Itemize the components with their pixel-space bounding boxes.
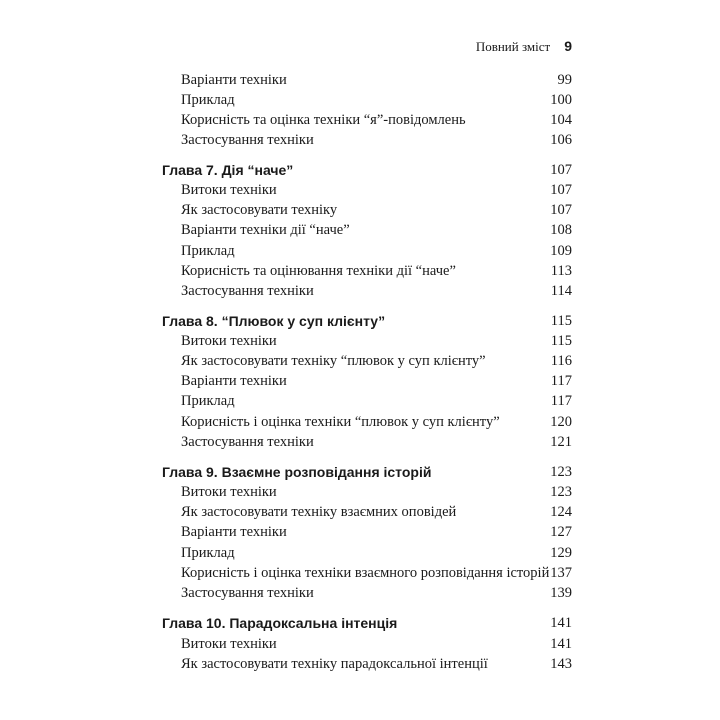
toc-entry-page: 104 <box>550 112 572 128</box>
toc-entry[interactable] <box>0 371 720 391</box>
toc-entry[interactable] <box>0 200 720 220</box>
toc-entry-page: 121 <box>550 434 572 450</box>
toc-entry-label: Варіанти техніки дії “наче” <box>181 222 350 238</box>
toc-entry[interactable] <box>0 412 720 432</box>
toc-entry-label: Як застосовувати техніку парадоксальної інтенції <box>181 656 488 672</box>
toc-entry-label: Як застосовувати техніку взаємних оповідей <box>181 504 457 520</box>
toc-entry[interactable] <box>0 543 720 563</box>
toc-entry-label: Приклад <box>181 92 235 108</box>
toc-entry-page: 120 <box>550 414 572 430</box>
toc-entry[interactable] <box>0 70 720 90</box>
toc-chapter-title: Глава 10. Парадоксальна інтенція <box>162 615 398 631</box>
toc-chapter[interactable] <box>0 462 720 482</box>
toc-entry[interactable] <box>0 261 720 281</box>
toc-entry-page: 117 <box>550 373 572 389</box>
toc-entry-page: 100 <box>550 92 572 108</box>
toc-entry-page: 116 <box>550 353 572 369</box>
toc-entry-label: Варіанти техніки <box>181 524 287 540</box>
toc-chapter[interactable] <box>0 613 720 633</box>
toc-entry-page: 115 <box>550 333 572 349</box>
toc-entry-label: Витоки техніки <box>181 182 277 198</box>
toc-entry-page: 141 <box>550 636 572 652</box>
toc-entry-label: Корисність і оцінка техніки “плювок у суп клієнту” <box>181 414 500 430</box>
toc-entry[interactable] <box>0 331 720 351</box>
toc-entry[interactable] <box>0 130 720 150</box>
toc-entry-label: Приклад <box>181 393 235 409</box>
toc-entry-page: 124 <box>550 504 572 520</box>
toc-entry-label: Витоки техніки <box>181 484 277 500</box>
toc-entry-page: 113 <box>550 263 572 279</box>
toc-entry-label: Як застосовувати техніку “плювок у суп клієнту” <box>181 353 486 369</box>
toc-chapter[interactable] <box>0 311 720 331</box>
toc-entry-page: 117 <box>550 393 572 409</box>
toc-entry[interactable] <box>0 432 720 452</box>
header-title: Повний зміст <box>475 39 551 54</box>
toc-entry[interactable] <box>0 634 720 654</box>
toc-entry-page: 106 <box>550 132 572 148</box>
toc-entry-page: 114 <box>550 283 572 299</box>
toc-entry-label: Корисність і оцінка техніки взаємного розповідання історій <box>181 565 550 581</box>
toc-entry[interactable] <box>0 563 720 583</box>
toc-entry-page: 107 <box>550 162 572 178</box>
toc-entry-label: Застосування техніки <box>181 283 314 299</box>
toc-entry[interactable] <box>0 391 720 411</box>
toc-entry-label: Застосування техніки <box>181 132 314 148</box>
toc-entry-label: Корисність та оцінка техніки “я”-повідомлень <box>181 112 466 128</box>
toc-entry[interactable] <box>0 482 720 502</box>
toc-entry-label: Застосування техніки <box>181 434 314 450</box>
toc-entry-label: Як застосовувати техніку <box>181 202 338 218</box>
toc-entry-label: Витоки техніки <box>181 636 277 652</box>
toc-entry-page: 143 <box>550 656 572 672</box>
toc-entry[interactable] <box>0 180 720 200</box>
toc-entry-page: 141 <box>550 615 572 631</box>
toc-entry[interactable] <box>0 654 720 674</box>
toc-chapter-title: Глава 8. “Плювок у суп клієнту” <box>162 313 386 329</box>
running-header <box>476 38 572 55</box>
toc-entry-page: 99 <box>557 72 572 88</box>
toc-entry-page: 107 <box>550 182 572 198</box>
toc-chapter-title: Глава 7. Дія “наче” <box>162 162 294 178</box>
toc-entry-page: 109 <box>550 243 572 259</box>
toc-entry-page: 129 <box>550 545 572 561</box>
toc-entry-label: Варіанти техніки <box>181 72 287 88</box>
toc-chapter-title: Глава 9. Взаємне розповідання історій <box>162 464 432 480</box>
toc-entry-label: Застосування техніки <box>181 585 314 601</box>
toc-entry[interactable] <box>0 351 720 371</box>
toc-entry-label: Приклад <box>181 243 235 259</box>
toc-entry[interactable] <box>0 583 720 603</box>
toc-entry-page: 137 <box>550 565 572 581</box>
toc-entry-label: Корисність та оцінювання техніки дії “наче” <box>181 263 456 279</box>
toc-entry[interactable] <box>0 502 720 522</box>
toc-entry[interactable] <box>0 241 720 261</box>
toc-chapter[interactable] <box>0 160 720 180</box>
toc-entry-page: 107 <box>550 202 572 218</box>
toc-entry-page: 127 <box>550 524 572 540</box>
toc-entry-page: 108 <box>550 222 572 238</box>
toc-entry[interactable] <box>0 220 720 240</box>
header-page-number: 9 <box>564 38 572 54</box>
toc-entry-page: 123 <box>550 464 572 480</box>
toc-entry-page: 139 <box>550 585 572 601</box>
toc-entry[interactable] <box>0 110 720 130</box>
toc-entry[interactable] <box>0 90 720 110</box>
toc-entry-label: Витоки техніки <box>181 333 277 349</box>
toc-entry[interactable] <box>0 281 720 301</box>
toc-entry-page: 123 <box>550 484 572 500</box>
toc-entry[interactable] <box>0 522 720 542</box>
toc-entry-label: Приклад <box>181 545 235 561</box>
toc-entry-label: Варіанти техніки <box>181 373 287 389</box>
toc-entry-page: 115 <box>550 313 572 329</box>
